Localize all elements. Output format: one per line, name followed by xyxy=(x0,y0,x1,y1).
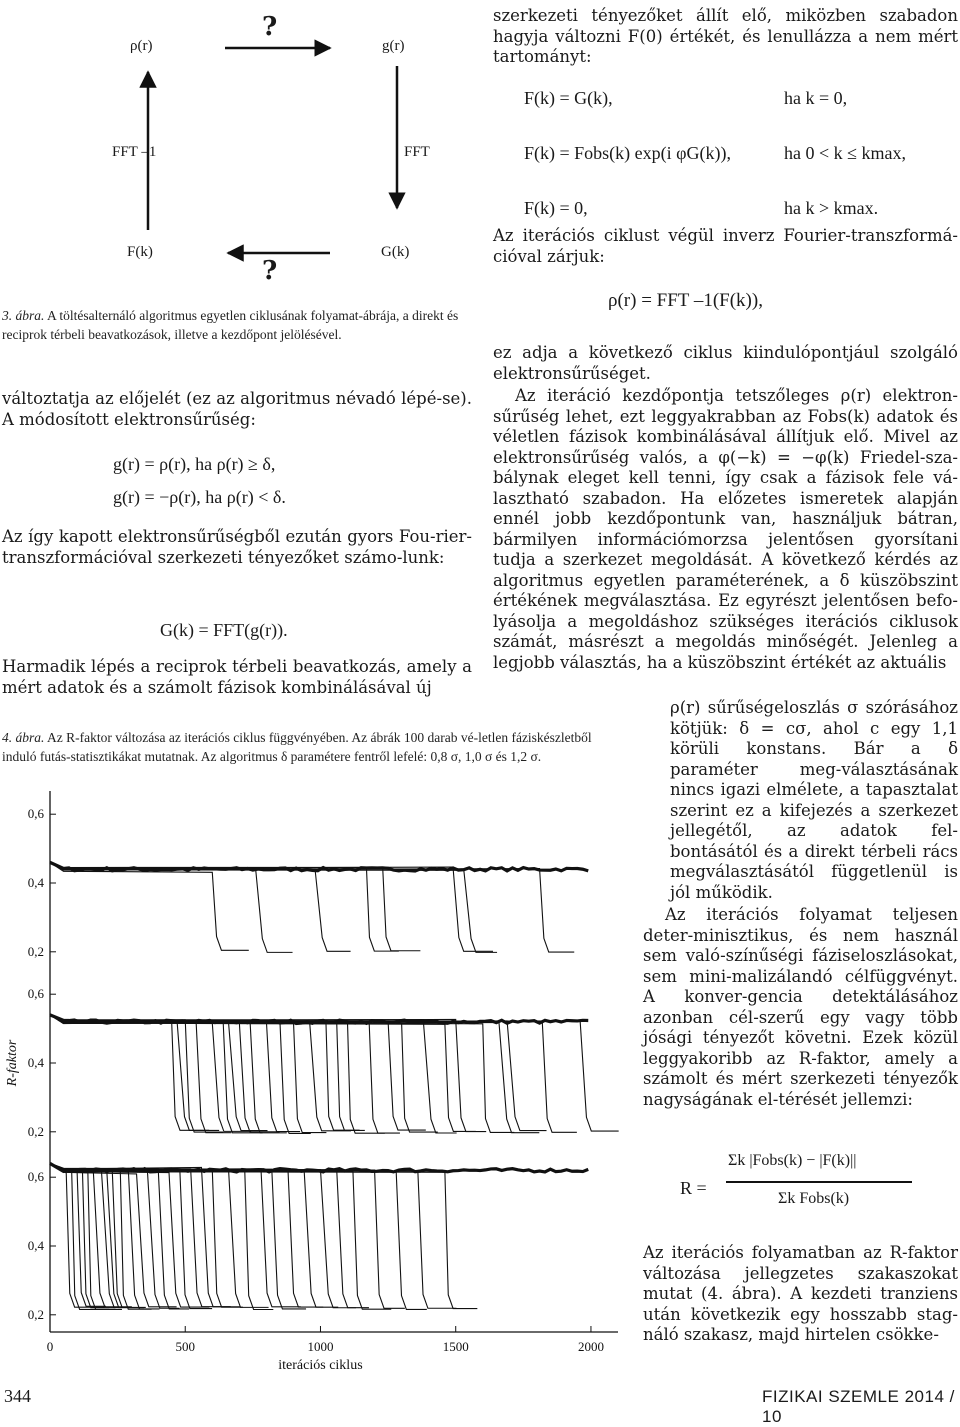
r-factor-run-line xyxy=(50,1163,152,1309)
r-factor-run-line xyxy=(50,862,420,950)
r-factor-run-line xyxy=(50,1015,476,1132)
figure-3-caption-label: 3. ábra. xyxy=(2,308,45,323)
r-factor-run-line xyxy=(50,1015,486,1132)
equation-g-positive: g(r) = ρ(r), ha ρ(r) ≥ δ, xyxy=(113,454,276,474)
r-factor-run-line xyxy=(50,1163,209,1307)
r-factor-run-line xyxy=(50,1015,539,1133)
y-tick-label: 0,2 xyxy=(27,943,44,959)
r-factor-run-line xyxy=(50,1015,619,1131)
Fk-label: F(k) xyxy=(127,244,153,260)
fft-inverse-label: FFT –1 xyxy=(112,144,157,160)
r-factor-run-line xyxy=(50,862,249,950)
r-factor-run-line xyxy=(50,862,493,951)
r-factor-run-line xyxy=(50,1015,268,1131)
figure-4-caption-text: Az R-faktor változása az iterációs ciklus függvényében. Az ábrák 100 darab vé-letlen fáziskészletből induló futás-statisztikákat mutatnak. Az algoritmus δ paramétere fentről lefelé: 0,8 σ, 1,0 σ és 1,2 σ. xyxy=(2,730,592,764)
r-factor-run-line xyxy=(50,1163,427,1309)
figure-3-caption-text: A töltésalternáló algoritmus egyetlen ciklusának folyamat-ábrája, a direkt és reciprok térbeli beavatkozások, illetve a kezdőpont jelölésével. xyxy=(2,308,459,342)
left-paragraph-3: Harmadik lépés a reciprok térbeli beavatkozás, amely a mért adatok és a számolt fázisok kombinálásával új xyxy=(2,657,472,697)
y-tick-label: 0,6 xyxy=(27,986,44,1002)
diagram-arrows xyxy=(0,0,480,290)
r-factor-run-line xyxy=(50,862,574,952)
r-factor-run-line xyxy=(50,862,497,952)
left-paragraph-2: Az így kapott elektronsűrűségből ezután gyors Fou-rier-transzformációval szerkezeti tényezőket számo-lunk: xyxy=(2,527,472,567)
y-tick-label: 0,2 xyxy=(27,1123,44,1139)
x-tick-label: 0 xyxy=(46,1339,54,1354)
r-factor-run-line xyxy=(50,1015,326,1133)
r-factor-run-line xyxy=(50,1015,231,1133)
fft-label: FFT xyxy=(404,144,430,160)
r-factor-run-line xyxy=(50,1015,385,1133)
journal-name: FIZIKAI SZEMLE 2014 / 10 xyxy=(762,1387,955,1426)
r-factor-run-line xyxy=(50,1015,219,1131)
equation-F-obs: F(k) = Fobs(k) exp(i φG(k)), xyxy=(524,143,732,163)
equation-F-zero-condition: ha k > kmax. xyxy=(784,198,879,218)
r-factor-denominator: Σk Fobs(k) xyxy=(778,1190,850,1207)
r-factor-run-line xyxy=(50,862,351,951)
x-tick-label: 1500 xyxy=(442,1339,469,1354)
r-factor-run-line xyxy=(50,1015,263,1133)
r-factor-run-line xyxy=(50,862,293,952)
r-factor-run-line xyxy=(50,1163,189,1308)
r-factor-run-line xyxy=(50,1163,477,1308)
right-paragraph-3: ez adja a következő ciklus kiindulópontjául szolgáló elektronsűrűséget. xyxy=(493,343,958,383)
r-factor-run-line xyxy=(50,1015,547,1131)
x-tick-label: 500 xyxy=(175,1339,195,1354)
y-tick-label: 0,6 xyxy=(27,806,44,822)
x-tick-label: 1000 xyxy=(307,1339,334,1354)
Gk-label: G(k) xyxy=(381,244,410,260)
page-number: 344 xyxy=(4,1386,31,1406)
equation-F-G-condition: ha k = 0, xyxy=(784,88,848,108)
x-tick-label: 2000 xyxy=(577,1339,604,1354)
r-factor-chart xyxy=(0,785,630,1373)
right-paragraph-6: Az iterációs folyamat teljesen deter-minisztikus, és nem használ sem való-színűségi fáziseloszlásokat, sem mini-malizálandó célfüggvényt. A konver-gencia detektálásához azonban cél-szerű egy vagy több jósági tényezőt követni. Ezek közül leggyakoribb az R-faktor, amely a számolt és mért szerkezeti tényezők nagyságának el-térését jellemzi: xyxy=(643,905,958,1109)
g-label: g(r) xyxy=(382,38,405,54)
equation-rho-ifft: ρ(r) = FFT –1(F(k)), xyxy=(608,290,763,311)
right-paragraph-2: Az iterációs ciklust végül inverz Fourier-transzformá-cióval zárjuk: xyxy=(493,226,958,266)
r-factor-run-line xyxy=(50,1163,106,1306)
y-tick-label: 0,4 xyxy=(27,1055,44,1070)
y-axis-label: R-faktor xyxy=(5,1039,20,1087)
y-tick-label: 0,6 xyxy=(27,1169,44,1185)
r-factor-run-line xyxy=(50,1163,240,1306)
right-paragraph-7: Az iterációs folyamatban az R-faktor változása jellegzetes szakaszokat mutat (4. ábra). A kezdeti tranziens után következik egy hosszabb stag-náló szakasz, majd hirtelen csökke- xyxy=(643,1243,958,1344)
r-factor-run-line xyxy=(50,1015,223,1132)
right-paragraph-5: ρ(r) sűrűségeloszlás σ szórásához kötjük: δ = cσ, ahol c egy 1,1 körüli konstans. Bár a δ paraméter meg-választásának nincs igazi elmélete, a tapasztalat szerint ez a kifejezés a szerkezet jellegétől, az adatok fel-bontásától és a direkt térbeli rács megválasztásától függetlenül is jól működik. xyxy=(670,698,958,902)
r-factor-plateau-band xyxy=(50,862,588,871)
y-tick-label: 0,4 xyxy=(27,875,44,890)
r-factor-run-line xyxy=(50,1015,438,1132)
r-factor-run-line xyxy=(50,1015,365,1131)
r-factor-lhs: R = xyxy=(680,1178,707,1198)
right-paragraph-1: szerkezeti tényezőket állít elő, miközben szabadon hagyja változni F(0) értékét, és lenullázza a nem mért tartományt: xyxy=(493,6,958,66)
left-paragraph-1: változtatja az előjelét (ez az algoritmus névadó lépé-se). A módosított elektronsűrűség: xyxy=(2,389,472,429)
figure-4-caption-label: 4. ábra. xyxy=(2,730,45,745)
start-marker-bottom: ? xyxy=(262,256,278,286)
equation-g-negative: g(r) = −ρ(r), ha ρ(r) < δ. xyxy=(113,487,286,507)
equation-F-G: F(k) = G(k), xyxy=(524,88,613,108)
right-paragraph-4: Az iteráció kezdőpontja tetszőleges ρ(r) elektron-sűrűség lehet, ezt leggyakrabban az Fobs(k) adatok és véletlen fázisok kombinálásával állítjuk elő. Mivel az elektronsűrűség valós, a φ(−k) = −φ(k) Friedel-sza-bálynak eleget kell tenni, így csak a fázisok fele vá-lasztható szabadon. Ha előzetes ismeretek alapján ennél jobb kezdőpontunk van, használjuk bátran, bármilyen információmorzsa jelentősen gyorsítani tudja a szerkezet megoldását. A következő kérdés az algoritmus egyetlen paraméterének, a δ küszöbszint értékének megválasztása. Ez egyrészt jelentősen befo-lyásolja a megoldáshoz szükséges iterációs ciklusok számát, másrészt a megoldás minőségét. Jelenleg a legjobb választás, ha a küszöbszint értékét az aktuális xyxy=(493,386,958,672)
r-factor-plateau-band xyxy=(50,1015,588,1024)
y-tick-label: 0,2 xyxy=(27,1306,44,1322)
y-tick-label: 0,4 xyxy=(27,1238,44,1253)
r-factor-fraction-bar xyxy=(726,1181,912,1183)
r-factor-run-line xyxy=(50,1163,356,1307)
r-factor-run-line xyxy=(50,1163,405,1308)
figure-4-caption xyxy=(2,728,618,766)
r-factor-numerator: Σk |Fobs(k) − |F(k)|| xyxy=(728,1152,857,1169)
x-axis-label: iterációs ciklus xyxy=(278,1358,363,1373)
equation-F-zero: F(k) = 0, xyxy=(524,198,588,218)
figure-3-caption xyxy=(2,306,472,344)
start-marker-top: ? xyxy=(262,12,278,42)
r-factor-run-line xyxy=(50,862,399,951)
equation-F-obs-condition: ha 0 < k ≤ kmax, xyxy=(784,143,907,163)
r-factor-run-line xyxy=(50,1015,251,1132)
equation-G-fft: G(k) = FFT(g(r)). xyxy=(160,620,288,640)
rho-label: ρ(r) xyxy=(130,38,153,54)
r-factor-run-line xyxy=(50,1015,280,1132)
r-factor-run-line xyxy=(50,1015,287,1133)
